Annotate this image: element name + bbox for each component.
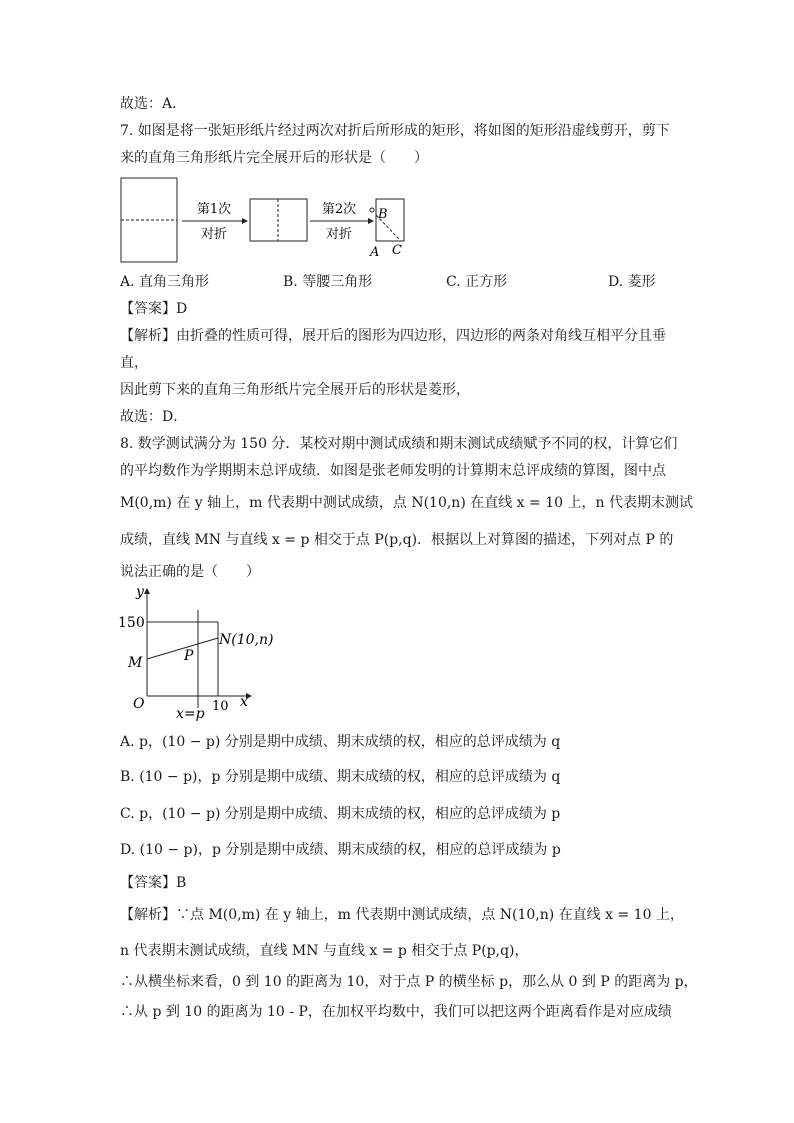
q8-choice-a: A. p，(10 − p) 分别是期中成绩、期末成绩的权，相应的总评成绩为 q [120, 734, 561, 750]
question-7-line-1: 7. 如图是将一张矩形纸片经过两次对折后所形成的矩形，将如图的矩形沿虚线剪开，剪下 [120, 123, 670, 139]
q7-choice-b: B. 等腰三角形 [283, 274, 373, 290]
q7-analysis-line-2: 直， [120, 355, 148, 371]
line-mn [147, 638, 218, 659]
question-8-line-3: M(0,m) 在 y 轴上，m 代表期中测试成绩，点 N(10,n) 在直线 x = 10 上，n 代表期末测试 [120, 495, 693, 511]
question-7-line-2: 来的直角三角形纸片完全展开后的形状是（ ） [120, 150, 428, 166]
fold-figure [118, 172, 418, 264]
q7-answer: 【答案】D [120, 301, 188, 317]
q8-analysis-line-3: ∴从横坐标来看，0 到 10 的距离为 10，对于点 P 的横坐标 p，那么从 0 到 P 的距离为 p， [120, 974, 698, 990]
q7-choice-d: D. 菱形 [608, 274, 656, 290]
answer-line: 故选：A． [120, 96, 187, 112]
question-8-line-5: 说法正确的是（ ） [120, 564, 260, 580]
arrow-1-top-label: 第1次 [196, 202, 232, 217]
y-axis-label: y [136, 586, 144, 600]
q8-analysis-line-2: n 代表期末测试成绩，直线 MN 与直线 x = p 相交于点 P(p,q)， [120, 943, 529, 959]
p-label: P [184, 648, 194, 664]
q7-analysis-line-3: 因此剪下来的直角三角形纸片完全展开后的形状是菱形， [120, 382, 470, 398]
q8-answer: 【答案】B [120, 875, 187, 891]
q7-choice-a: A. 直角三角形 [120, 274, 210, 290]
label-a: A [370, 245, 380, 260]
q7-analysis-line-1: 【解析】由折叠的性质可得，展开后的图形为四边形，四边形的两条对角线互相平分且垂 [120, 328, 666, 344]
q8-analysis-line-4: ∴从 p 到 10 的距离为 10 - P，在加权平均数中，我们可以把这两个距离看作是对应成绩 [120, 1004, 672, 1020]
arrow-2-top-label: 第2次 [321, 202, 357, 217]
label-c: C [392, 243, 402, 258]
origin-label: O [133, 696, 145, 712]
q8-choice-b: B. (10 − p)，p 分别是期中成绩、期末成绩的权，相应的总评成绩为 q [120, 769, 561, 785]
y-axis-arrow [144, 588, 150, 594]
fold-diagram [118, 172, 418, 264]
q8-choice-c: C. p，(10 − p) 分别是期中成绩、期末成绩的权，相应的总评成绩为 p [120, 806, 561, 822]
arrow-1-head [242, 218, 248, 224]
q7-analysis-line-4: 故选：D． [120, 409, 188, 425]
calculation-graph [118, 586, 288, 722]
y150-label: 150 [118, 615, 145, 631]
x-p-label: x=p [176, 706, 205, 722]
question-8-line-2: 的平均数作为学期期末总评成绩．如图是张老师发明的计算期末总评成绩的算图，图中点 [120, 463, 666, 479]
scissors-icon [370, 208, 374, 212]
m-label: M [128, 655, 143, 671]
question-8-line-1: 8. 数学测试满分为 150 分．某校对期中测试成绩和期末测试成绩赋予不同的权，计算它们 [120, 436, 678, 452]
q8-choice-d: D. (10 − p)，p 分别是期中成绩、期末成绩的权，相应的总评成绩为 p [120, 842, 561, 858]
x10-label: 10 [212, 699, 229, 714]
arrow-2-head [368, 218, 374, 224]
arrow-1-bottom-label: 对折 [200, 227, 228, 242]
label-b: B [378, 207, 388, 222]
arrow-2-bottom-label: 对折 [325, 227, 353, 242]
q7-choice-c: C. 正方形 [446, 274, 508, 290]
x-axis-label: x [240, 694, 248, 710]
question-8-line-4: 成绩，直线 MN 与直线 x = p 相交于点 P(p,q)．根据以上对算图的描述，下列对点 P 的 [120, 532, 674, 548]
q8-analysis-line-1: 【解析】∵点 M(0,m) 在 y 轴上，m 代表期中测试成绩，点 N(10,n) 在直线 x = 10 上， [120, 907, 684, 923]
graph-figure [118, 586, 288, 722]
n-label: N(10,n) [219, 632, 274, 648]
